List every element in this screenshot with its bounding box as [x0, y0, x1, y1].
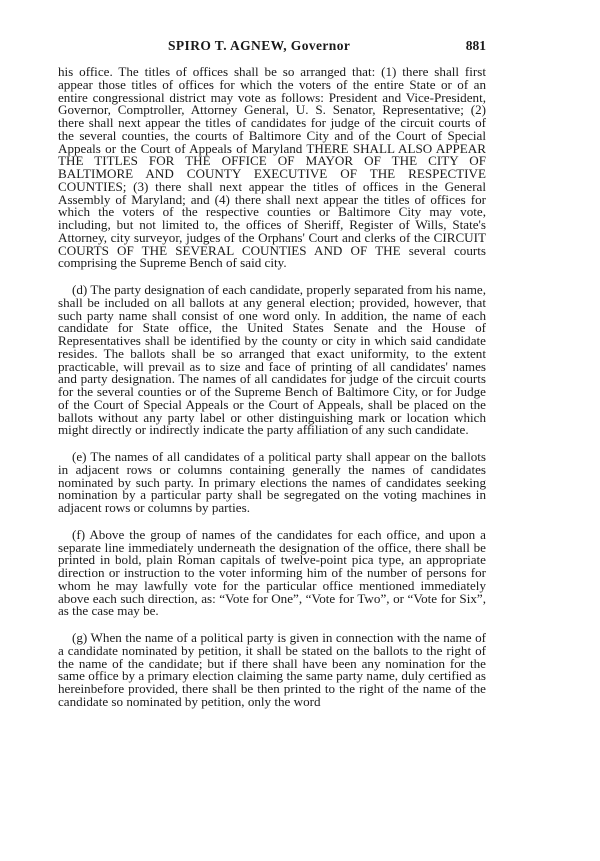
paragraph-continuation: his office. The titles of offices shall be so arranged that: (1) there shall first appear those titles of offices for which the voters of the entire State or of an entire congressional district may vote as follows: President and Vice-President, Governor, Comptroller, Attorney General, U. S. Senator, Representative; (2) there shall next appear the titles of candidates for judge of the circuit courts of the several counties, the courts of Baltimore City and of the Court of Special Appeals or the Court of Appeals of Maryland THERE SHALL ALSO APPEAR THE TITLES FOR THE OFFICE OF MAYOR OF THE CITY OF BALTIMORE AND COUNTY EXECUTIVE OF THE RESPECTIVE COUNTIES; (3) there shall next appear the titles of offices in the General Assembly of Maryland; and (4) there shall next appear the titles of offices for which the voters of the respective counties or Baltimore City may vote, including, but not limited to, the offices of Sheriff, Register of Wills, State's Attorney, city surveyor, judges of the Orphans' Court and clerks of the CIRCUIT COURTS OF THE SEVERAL COUNTIES AND OF THE several courts comprising the Supreme Bench of said city.	[58, 64, 486, 271]
paragraph-g: (g) When the name of a political party is given in connection with the name of a candidate nominated by petition, it shall be stated on the ballots to the right of the name of the candidate; but if there shall have been any nomination for the same office by a primary election claiming the same party name, duly certified as hereinbefore provided, there shall be then printed to the right of the name of the candidate so nominated by petition, only the word	[58, 630, 486, 709]
paragraph-f: (f) Above the group of names of the candidates for each office, and upon a separate line immediately underneath the designation of the office, there shall be printed in bold, plain Roman capitals of twelve-point pica type, an appropriate direction or instruction to the voter informing him of the number of persons for whom he may lawfully vote for the particular office mentioned immediately above each such direction, as: “Vote for One”, “Vote for Two”, or “Vote for Six”, as the case may be.	[58, 526, 486, 619]
running-title: SPIRO T. AGNEW, Governor	[168, 38, 351, 53]
running-header	[58, 38, 486, 56]
paragraph-e: (e) The names of all candidates of a political party shall appear on the ballots in adjacent rows or columns containing generally the names of candidates nominated by such party. In primary elections the names of candidates seeking nomination by a particular party shall be segregated on the voting machines in adjacent rows or columns by parties.	[58, 449, 486, 515]
paragraph-d: (d) The party designation of each candidate, properly separated from his name, shall be included on all ballots at any general election; provided, however, that such party name shall consist of one word only. In addition, the name of each candidate for State office, the United States Senate and the House of Representatives shall be identified by the county or city in which said candidate resides. The ballots shall be so arranged that exact uniformity, to the extent practicable, will prevail as to size and face of printing of all candidates' names and party designation. The names of all candidates for judge of the circuit courts for the several counties or of the Supreme Bench of Baltimore City, or for Judge of the Court of Special Appeals or the Court of Appeals, shall be placed on the ballots without any party label or other distinguishing mark or location which might directly or indirectly indicate the party affiliation of any such candidate.	[58, 282, 486, 438]
page-number: 881	[465, 38, 486, 53]
body-text	[58, 66, 486, 723]
